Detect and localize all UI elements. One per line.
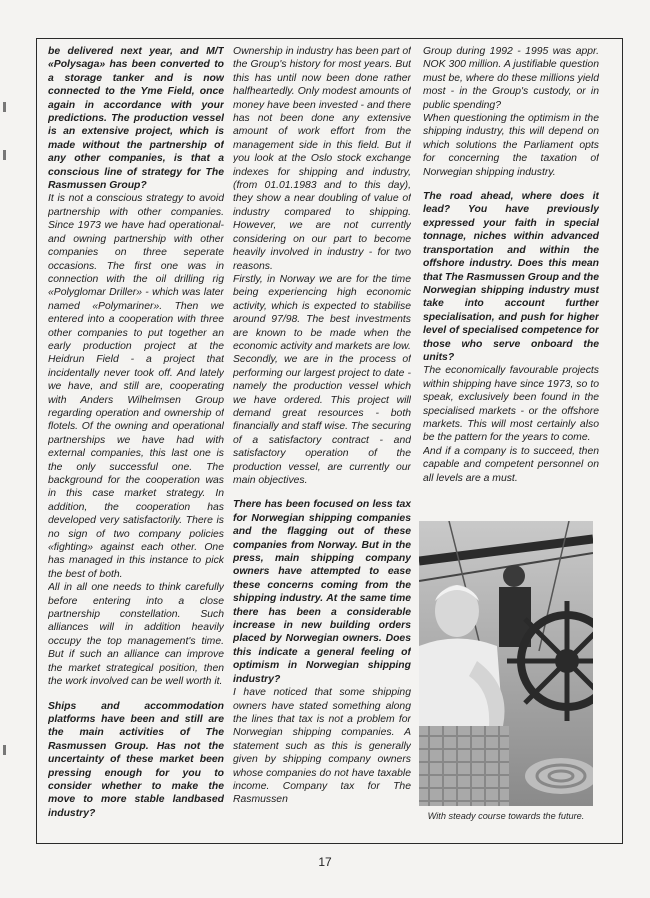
question-1-continued: be delivered next year, and M/T «Polysaga» has been converted to a storage tanker and is now connected to the Yme Field, once again in accordance with your predictions. The production vessel is an extensive project, which is made without the partnership of any other companies, is that a conscious line of strategy for The Rasmussen Group? bbox=[48, 46, 224, 192]
portrait-photo bbox=[419, 521, 593, 806]
answer-paragraph: Group during 1992 - 1995 was appr. NOK 300 million. A justifiable question must be, where do these millions yield most - in the Group's custody, or in public spending? bbox=[423, 46, 599, 111]
text-column-2 bbox=[233, 45, 411, 835]
question-2: Ships and accommodation platforms have been and still are the main activities of The Rasmussen Group. Has not the uncertainty of these market been pressing enough for you to consider whether to make the move to more stable landbased industry? bbox=[48, 700, 224, 819]
text-column-3 bbox=[423, 45, 599, 515]
answer-paragraph: I have noticed that some shipping owners have stated something along the lines that tax is not a problem for Norwegian shipping companies. A statement such as this is generally given by shipping company owners whose companies do not have taxable income. Company tax for The Rasmussen bbox=[233, 687, 411, 806]
answer-paragraph: The economically favourable projects within shipping have since 1973, so to speak, exclusively been found in the specialised markets - or the offshore markets. This will most certainly also be the pattern for the years to come. bbox=[423, 365, 599, 444]
question-4: The road ahead, where does it lead? You have previously expressed your faith in special tonnage, niches within advanced transportation and within the offshore industry. Does this mean that The Rasmussen Group and the Norwegian shipping industry must take into account further specialisation, and push for higher level of specialised competence for those who serve onboard the units? bbox=[423, 191, 599, 363]
page-number: 17 bbox=[318, 855, 332, 869]
binder-mark bbox=[3, 745, 6, 755]
binder-mark bbox=[3, 102, 6, 112]
answer-paragraph: When questioning the optimism in the shipping industry, this will depend on which solutions the Parliament opts for concerning the taxation of Norwegian shipping industry. bbox=[423, 113, 599, 178]
answer-paragraph: Firstly, in Norway we are for the time being experiencing high economic activity, which is expected to stabilise around 97/98. The best investments are known to be made when the economic activity and markets are low. bbox=[233, 273, 411, 352]
answer-paragraph: And if a company is to succeed, then capable and competent personnel on all levels are a must. bbox=[423, 445, 599, 484]
text-column-1 bbox=[48, 45, 224, 835]
photo-caption: With steady course towards the future. bbox=[427, 811, 585, 821]
question-3: There has been focused on less tax for Norwegian shipping companies and the flagging out of these companies from Norway. But in the press, main shipping company owners have attempted to ease these concerns coming from the shipping industry. At the same time there has been a considerable increase in new building orders placed by Norwegian owners. Does this indicate a general feeling of optimism in Norwegian shipping industry? bbox=[233, 499, 411, 685]
answer-paragraph: It is not a conscious strategy to avoid partnership with other companies. Since 1973 we have had operational- and owning partnership with other companies on three seperate occasions. The first one was in connection with the oil drilling rig «Polyglomar Driller» - which was later named «Polymariner». Then we entered into a cooperation with three other companies to put together an early production project at the Heidrun Field - a project that incidentally never took off. And lately we have, and still are, cooperating with Anders Wilhelmsen Group regarding operation and ownership of flotels. Of the owning and operational partnerships we have had with external companies, this last one is the only successful one. The background for the cooperation was in this case market strategy. In addition, the cooperation has developed very satisfactorily. There is no sign of two company policies «fighting» against each other. One has managed in this instance to pick the best of both. bbox=[48, 193, 224, 580]
answer-paragraph: All in all one needs to think carefully before entering into a close partnership constellation. Such alliances will in addition heavily occupy the top management's time. But if such an alliance can improve the market strategical position, then the work involved can be well worth it. bbox=[48, 582, 224, 688]
answer-paragraph: Secondly, we are in the process of performing our largest project to date - namely the production vessel which we have ordered. This project will demand great resources - both financially and staff wise. The securing of a satisfactory contract - and satisfactory operation of the production vessel, are currently our main objectives. bbox=[233, 354, 411, 486]
binder-mark bbox=[3, 150, 6, 160]
answer-paragraph: Ownership in industry has been part of the Group's history for most years. But this has until now been done rather halfheartedly. Only modest amounts of money have been invested - and there has not been done any extensive amount of work effort from the management side in this field. But if you look at the Oslo stock exchange indexes for shipping and industry, (from 01.01.1983 and to this day), they show a near doubling of value of industry compared to shipping. However, we are not currently considering on our part to become heavily involved in industry - for two reasons. bbox=[233, 46, 411, 272]
